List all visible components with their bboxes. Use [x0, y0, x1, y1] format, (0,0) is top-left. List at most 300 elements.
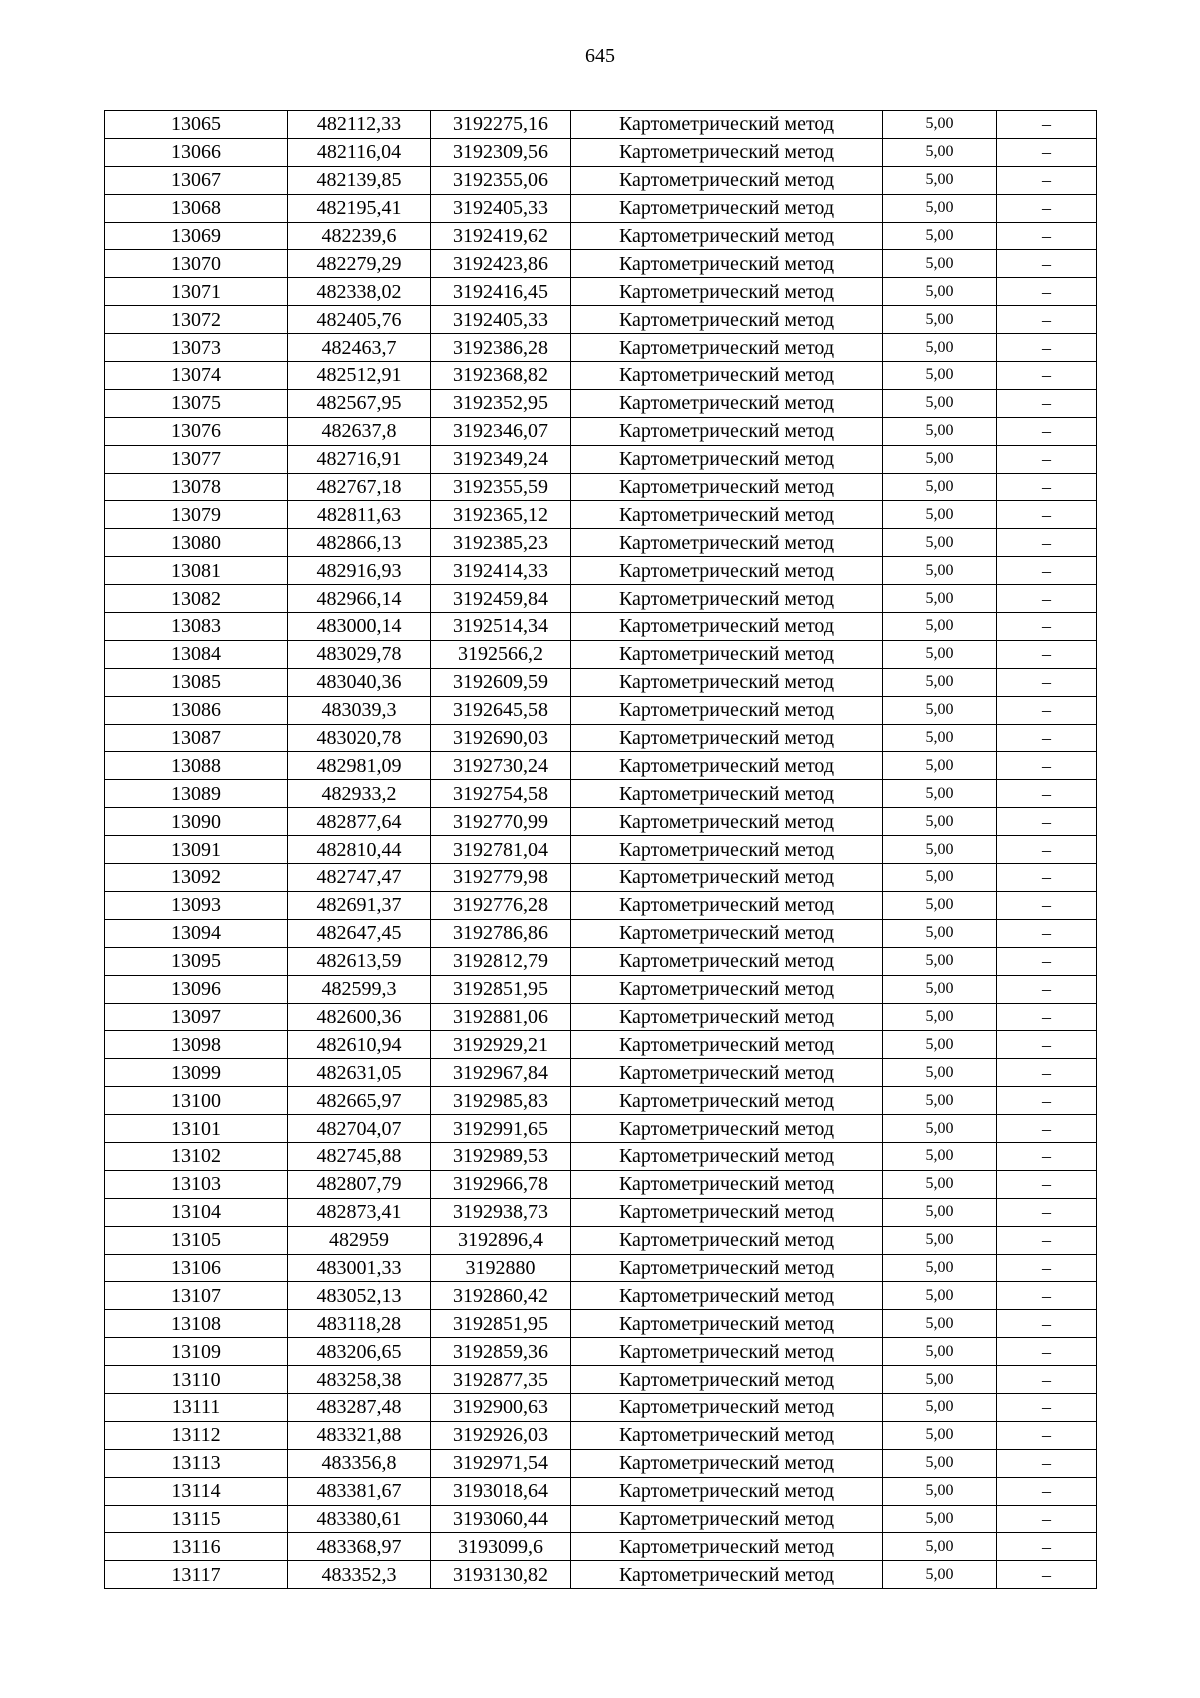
coord-x-cell: 482866,13	[288, 529, 431, 557]
table-row	[105, 278, 1097, 306]
accuracy-cell: 5,00	[883, 557, 997, 585]
coord-x-cell: 482112,33	[288, 111, 431, 139]
extra-cell: –	[997, 919, 1097, 947]
accuracy-cell: 5,00	[883, 975, 997, 1003]
point-number-cell: 13095	[105, 947, 288, 975]
coord-y-cell: 3192514,34	[431, 613, 571, 641]
coord-x-cell: 482745,88	[288, 1142, 431, 1170]
coord-x-cell: 483258,38	[288, 1366, 431, 1394]
accuracy-cell: 5,00	[883, 1170, 997, 1198]
coord-x-cell: 483206,65	[288, 1338, 431, 1366]
extra-cell: –	[997, 947, 1097, 975]
coord-y-cell: 3193018,64	[431, 1477, 571, 1505]
table-row	[105, 947, 1097, 975]
accuracy-cell: 5,00	[883, 362, 997, 390]
extra-cell: –	[997, 278, 1097, 306]
coord-x-cell: 483368,97	[288, 1533, 431, 1561]
accuracy-cell: 5,00	[883, 864, 997, 892]
point-number-cell: 13070	[105, 250, 288, 278]
coord-x-cell: 482959	[288, 1226, 431, 1254]
table-row	[105, 668, 1097, 696]
accuracy-cell: 5,00	[883, 306, 997, 334]
coord-x-cell: 483356,8	[288, 1449, 431, 1477]
accuracy-cell: 5,00	[883, 724, 997, 752]
method-cell: Картометрический метод	[571, 1366, 883, 1394]
coord-y-cell: 3192352,95	[431, 389, 571, 417]
table-row	[105, 1421, 1097, 1449]
coord-y-cell: 3192459,84	[431, 585, 571, 613]
extra-cell: –	[997, 417, 1097, 445]
accuracy-cell: 5,00	[883, 919, 997, 947]
point-number-cell: 13099	[105, 1059, 288, 1087]
point-number-cell: 13094	[105, 919, 288, 947]
table-row	[105, 362, 1097, 390]
point-number-cell: 13115	[105, 1505, 288, 1533]
coord-y-cell: 3192880	[431, 1254, 571, 1282]
table-row	[105, 557, 1097, 585]
table-row	[105, 473, 1097, 501]
accuracy-cell: 5,00	[883, 1421, 997, 1449]
point-number-cell: 13106	[105, 1254, 288, 1282]
coord-y-cell: 3192416,45	[431, 278, 571, 306]
method-cell: Картометрический метод	[571, 1059, 883, 1087]
coord-y-cell: 3192355,59	[431, 473, 571, 501]
point-number-cell: 13109	[105, 1338, 288, 1366]
table-row	[105, 1031, 1097, 1059]
accuracy-cell: 5,00	[883, 222, 997, 250]
coord-x-cell: 482338,02	[288, 278, 431, 306]
coord-x-cell: 482631,05	[288, 1059, 431, 1087]
extra-cell: –	[997, 724, 1097, 752]
coord-x-cell: 482704,07	[288, 1115, 431, 1143]
extra-cell: –	[997, 1226, 1097, 1254]
accuracy-cell: 5,00	[883, 1282, 997, 1310]
table-row	[105, 250, 1097, 278]
method-cell: Картометрический метод	[571, 557, 883, 585]
table-row	[105, 1282, 1097, 1310]
method-cell: Картометрический метод	[571, 1198, 883, 1226]
coord-x-cell: 482767,18	[288, 473, 431, 501]
coord-y-cell: 3192929,21	[431, 1031, 571, 1059]
extra-cell: –	[997, 306, 1097, 334]
point-number-cell: 13104	[105, 1198, 288, 1226]
extra-cell: –	[997, 891, 1097, 919]
method-cell: Картометрический метод	[571, 1449, 883, 1477]
method-cell: Картометрический метод	[571, 919, 883, 947]
point-number-cell: 13076	[105, 417, 288, 445]
coord-y-cell: 3192851,95	[431, 1310, 571, 1338]
extra-cell: –	[997, 1115, 1097, 1143]
coord-x-cell: 482933,2	[288, 780, 431, 808]
extra-cell: –	[997, 1338, 1097, 1366]
table-row	[105, 222, 1097, 250]
extra-cell: –	[997, 166, 1097, 194]
coord-y-cell: 3192770,99	[431, 808, 571, 836]
table-row	[105, 1477, 1097, 1505]
coordinates-table-body	[105, 111, 1097, 1589]
method-cell: Картометрический метод	[571, 222, 883, 250]
extra-cell: –	[997, 1282, 1097, 1310]
point-number-cell: 13066	[105, 138, 288, 166]
extra-cell: –	[997, 585, 1097, 613]
coord-y-cell: 3192926,03	[431, 1421, 571, 1449]
coord-y-cell: 3192609,59	[431, 668, 571, 696]
point-number-cell: 13092	[105, 864, 288, 892]
method-cell: Картометрический метод	[571, 1477, 883, 1505]
accuracy-cell: 5,00	[883, 808, 997, 836]
accuracy-cell: 5,00	[883, 334, 997, 362]
coord-y-cell: 3192991,65	[431, 1115, 571, 1143]
accuracy-cell: 5,00	[883, 166, 997, 194]
table-row	[105, 891, 1097, 919]
extra-cell: –	[997, 473, 1097, 501]
coord-x-cell: 482239,6	[288, 222, 431, 250]
point-number-cell: 13069	[105, 222, 288, 250]
table-row	[105, 836, 1097, 864]
point-number-cell: 13111	[105, 1393, 288, 1421]
method-cell: Картометрический метод	[571, 166, 883, 194]
point-number-cell: 13102	[105, 1142, 288, 1170]
coord-x-cell: 482647,45	[288, 919, 431, 947]
point-number-cell: 13090	[105, 808, 288, 836]
coord-y-cell: 3192368,82	[431, 362, 571, 390]
method-cell: Картометрический метод	[571, 1561, 883, 1589]
accuracy-cell: 5,00	[883, 1449, 997, 1477]
accuracy-cell: 5,00	[883, 278, 997, 306]
coord-y-cell: 3192971,54	[431, 1449, 571, 1477]
coord-x-cell: 482877,64	[288, 808, 431, 836]
extra-cell: –	[997, 111, 1097, 139]
method-cell: Картометрический метод	[571, 111, 883, 139]
extra-cell: –	[997, 752, 1097, 780]
coord-y-cell: 3192349,24	[431, 445, 571, 473]
method-cell: Картометрический метод	[571, 1254, 883, 1282]
method-cell: Картометрический метод	[571, 724, 883, 752]
accuracy-cell: 5,00	[883, 891, 997, 919]
extra-cell: –	[997, 808, 1097, 836]
table-row	[105, 1561, 1097, 1589]
method-cell: Картометрический метод	[571, 640, 883, 668]
point-number-cell: 13077	[105, 445, 288, 473]
extra-cell: –	[997, 613, 1097, 641]
extra-cell: –	[997, 1087, 1097, 1115]
extra-cell: –	[997, 1170, 1097, 1198]
coord-y-cell: 3192967,84	[431, 1059, 571, 1087]
table-row	[105, 1533, 1097, 1561]
coord-x-cell: 482810,44	[288, 836, 431, 864]
point-number-cell: 13105	[105, 1226, 288, 1254]
point-number-cell: 13114	[105, 1477, 288, 1505]
point-number-cell: 13068	[105, 194, 288, 222]
coord-x-cell: 483380,61	[288, 1505, 431, 1533]
table-row	[105, 724, 1097, 752]
method-cell: Картометрический метод	[571, 1310, 883, 1338]
table-row	[105, 808, 1097, 836]
accuracy-cell: 5,00	[883, 752, 997, 780]
table-row	[105, 334, 1097, 362]
table-row	[105, 417, 1097, 445]
extra-cell: –	[997, 668, 1097, 696]
accuracy-cell: 5,00	[883, 1198, 997, 1226]
table-row	[105, 1505, 1097, 1533]
coord-y-cell: 3192566,2	[431, 640, 571, 668]
coord-x-cell: 483020,78	[288, 724, 431, 752]
coord-y-cell: 3193130,82	[431, 1561, 571, 1589]
coord-y-cell: 3192966,78	[431, 1170, 571, 1198]
coord-y-cell: 3192779,98	[431, 864, 571, 892]
coord-x-cell: 483381,67	[288, 1477, 431, 1505]
extra-cell: –	[997, 640, 1097, 668]
table-row	[105, 1198, 1097, 1226]
coord-x-cell: 482873,41	[288, 1198, 431, 1226]
extra-cell: –	[997, 836, 1097, 864]
extra-cell: –	[997, 529, 1097, 557]
method-cell: Картометрический метод	[571, 473, 883, 501]
method-cell: Картометрический метод	[571, 138, 883, 166]
method-cell: Картометрический метод	[571, 585, 883, 613]
method-cell: Картометрический метод	[571, 613, 883, 641]
coordinates-table	[104, 110, 1097, 1589]
method-cell: Картометрический метод	[571, 1115, 883, 1143]
coord-x-cell: 482916,93	[288, 557, 431, 585]
table-row	[105, 1338, 1097, 1366]
coord-x-cell: 482567,95	[288, 389, 431, 417]
method-cell: Картометрический метод	[571, 1031, 883, 1059]
coord-y-cell: 3192386,28	[431, 334, 571, 362]
page-number: 645	[585, 45, 615, 67]
point-number-cell: 13067	[105, 166, 288, 194]
point-number-cell: 13086	[105, 696, 288, 724]
point-number-cell: 13082	[105, 585, 288, 613]
coord-y-cell: 3192423,86	[431, 250, 571, 278]
accuracy-cell: 5,00	[883, 1226, 997, 1254]
coord-y-cell: 3193060,44	[431, 1505, 571, 1533]
method-cell: Картометрический метод	[571, 975, 883, 1003]
extra-cell: –	[997, 250, 1097, 278]
extra-cell: –	[997, 1254, 1097, 1282]
coord-x-cell: 483000,14	[288, 613, 431, 641]
accuracy-cell: 5,00	[883, 1477, 997, 1505]
method-cell: Картометрический метод	[571, 501, 883, 529]
point-number-cell: 13117	[105, 1561, 288, 1589]
method-cell: Картометрический метод	[571, 1505, 883, 1533]
accuracy-cell: 5,00	[883, 1393, 997, 1421]
point-number-cell: 13108	[105, 1310, 288, 1338]
method-cell: Картометрический метод	[571, 947, 883, 975]
table-row	[105, 1310, 1097, 1338]
point-number-cell: 13110	[105, 1366, 288, 1394]
point-number-cell: 13101	[105, 1115, 288, 1143]
coord-x-cell: 482637,8	[288, 417, 431, 445]
extra-cell: –	[997, 1393, 1097, 1421]
method-cell: Картометрический метод	[571, 1282, 883, 1310]
accuracy-cell: 5,00	[883, 1338, 997, 1366]
extra-cell: –	[997, 696, 1097, 724]
method-cell: Картометрический метод	[571, 445, 883, 473]
extra-cell: –	[997, 1533, 1097, 1561]
table-row	[105, 306, 1097, 334]
coord-y-cell: 3192365,12	[431, 501, 571, 529]
accuracy-cell: 5,00	[883, 111, 997, 139]
coord-x-cell: 482116,04	[288, 138, 431, 166]
accuracy-cell: 5,00	[883, 138, 997, 166]
coord-x-cell: 483052,13	[288, 1282, 431, 1310]
accuracy-cell: 5,00	[883, 445, 997, 473]
method-cell: Картометрический метод	[571, 780, 883, 808]
coord-y-cell: 3192405,33	[431, 306, 571, 334]
point-number-cell: 13065	[105, 111, 288, 139]
coord-y-cell: 3192985,83	[431, 1087, 571, 1115]
extra-cell: –	[997, 445, 1097, 473]
accuracy-cell: 5,00	[883, 1115, 997, 1143]
method-cell: Картометрический метод	[571, 696, 883, 724]
coord-x-cell: 482807,79	[288, 1170, 431, 1198]
coord-y-cell: 3192877,35	[431, 1366, 571, 1394]
table-row	[105, 1393, 1097, 1421]
table-row	[105, 919, 1097, 947]
coord-y-cell: 3192645,58	[431, 696, 571, 724]
extra-cell: –	[997, 557, 1097, 585]
method-cell: Картометрический метод	[571, 194, 883, 222]
coord-y-cell: 3192812,79	[431, 947, 571, 975]
method-cell: Картометрический метод	[571, 1421, 883, 1449]
point-number-cell: 13096	[105, 975, 288, 1003]
extra-cell: –	[997, 1421, 1097, 1449]
accuracy-cell: 5,00	[883, 1533, 997, 1561]
table-row	[105, 585, 1097, 613]
point-number-cell: 13074	[105, 362, 288, 390]
accuracy-cell: 5,00	[883, 417, 997, 445]
coord-y-cell: 3192900,63	[431, 1393, 571, 1421]
table-row	[105, 1170, 1097, 1198]
table-row	[105, 1254, 1097, 1282]
coord-y-cell: 3192786,86	[431, 919, 571, 947]
accuracy-cell: 5,00	[883, 1031, 997, 1059]
accuracy-cell: 5,00	[883, 1142, 997, 1170]
point-number-cell: 13097	[105, 1003, 288, 1031]
coord-y-cell: 3192754,58	[431, 780, 571, 808]
point-number-cell: 13084	[105, 640, 288, 668]
point-number-cell: 13107	[105, 1282, 288, 1310]
coord-x-cell: 482613,59	[288, 947, 431, 975]
coord-x-cell: 482691,37	[288, 891, 431, 919]
table-row	[105, 529, 1097, 557]
extra-cell: –	[997, 194, 1097, 222]
coord-y-cell: 3192309,56	[431, 138, 571, 166]
point-number-cell: 13087	[105, 724, 288, 752]
table-row	[105, 752, 1097, 780]
coord-y-cell: 3192385,23	[431, 529, 571, 557]
point-number-cell: 13083	[105, 613, 288, 641]
extra-cell: –	[997, 389, 1097, 417]
extra-cell: –	[997, 1003, 1097, 1031]
method-cell: Картометрический метод	[571, 389, 883, 417]
point-number-cell: 13112	[105, 1421, 288, 1449]
coord-x-cell: 482716,91	[288, 445, 431, 473]
accuracy-cell: 5,00	[883, 1003, 997, 1031]
extra-cell: –	[997, 1449, 1097, 1477]
coord-y-cell: 3193099,6	[431, 1533, 571, 1561]
method-cell: Картометрический метод	[571, 891, 883, 919]
point-number-cell: 13100	[105, 1087, 288, 1115]
table-row	[105, 445, 1097, 473]
table-row	[105, 780, 1097, 808]
method-cell: Картометрический метод	[571, 529, 883, 557]
method-cell: Картометрический метод	[571, 1003, 883, 1031]
coord-x-cell: 483039,3	[288, 696, 431, 724]
method-cell: Картометрический метод	[571, 278, 883, 306]
coord-y-cell: 3192690,03	[431, 724, 571, 752]
table-row	[105, 194, 1097, 222]
coord-x-cell: 482811,63	[288, 501, 431, 529]
table-row	[105, 1059, 1097, 1087]
point-number-cell: 13088	[105, 752, 288, 780]
extra-cell: –	[997, 1198, 1097, 1226]
point-number-cell: 13079	[105, 501, 288, 529]
method-cell: Картометрический метод	[571, 1087, 883, 1115]
table-row	[105, 1142, 1097, 1170]
accuracy-cell: 5,00	[883, 947, 997, 975]
table-row	[105, 1366, 1097, 1394]
table-row	[105, 975, 1097, 1003]
accuracy-cell: 5,00	[883, 780, 997, 808]
coord-x-cell: 482512,91	[288, 362, 431, 390]
coord-x-cell: 483040,36	[288, 668, 431, 696]
coord-y-cell: 3192346,07	[431, 417, 571, 445]
accuracy-cell: 5,00	[883, 529, 997, 557]
coord-y-cell: 3192414,33	[431, 557, 571, 585]
point-number-cell: 13080	[105, 529, 288, 557]
accuracy-cell: 5,00	[883, 696, 997, 724]
coord-x-cell: 482405,76	[288, 306, 431, 334]
coord-y-cell: 3192781,04	[431, 836, 571, 864]
table-row	[105, 166, 1097, 194]
coord-y-cell: 3192851,95	[431, 975, 571, 1003]
accuracy-cell: 5,00	[883, 501, 997, 529]
accuracy-cell: 5,00	[883, 250, 997, 278]
coord-x-cell: 482747,47	[288, 864, 431, 892]
point-number-cell: 13089	[105, 780, 288, 808]
point-number-cell: 13098	[105, 1031, 288, 1059]
accuracy-cell: 5,00	[883, 836, 997, 864]
method-cell: Картометрический метод	[571, 1393, 883, 1421]
extra-cell: –	[997, 1142, 1097, 1170]
coord-y-cell: 3192881,06	[431, 1003, 571, 1031]
method-cell: Картометрический метод	[571, 1226, 883, 1254]
accuracy-cell: 5,00	[883, 613, 997, 641]
extra-cell: –	[997, 334, 1097, 362]
coord-x-cell: 483287,48	[288, 1393, 431, 1421]
method-cell: Картометрический метод	[571, 1142, 883, 1170]
point-number-cell: 13085	[105, 668, 288, 696]
extra-cell: –	[997, 864, 1097, 892]
extra-cell: –	[997, 975, 1097, 1003]
accuracy-cell: 5,00	[883, 1505, 997, 1533]
method-cell: Картометрический метод	[571, 334, 883, 362]
coord-y-cell: 3192419,62	[431, 222, 571, 250]
method-cell: Картометрический метод	[571, 836, 883, 864]
table-row	[105, 501, 1097, 529]
method-cell: Картометрический метод	[571, 250, 883, 278]
table-row	[105, 613, 1097, 641]
accuracy-cell: 5,00	[883, 389, 997, 417]
method-cell: Картометрический метод	[571, 1338, 883, 1366]
coord-y-cell: 3192275,16	[431, 111, 571, 139]
point-number-cell: 13071	[105, 278, 288, 306]
extra-cell: –	[997, 138, 1097, 166]
coord-y-cell: 3192938,73	[431, 1198, 571, 1226]
coord-x-cell: 482966,14	[288, 585, 431, 613]
